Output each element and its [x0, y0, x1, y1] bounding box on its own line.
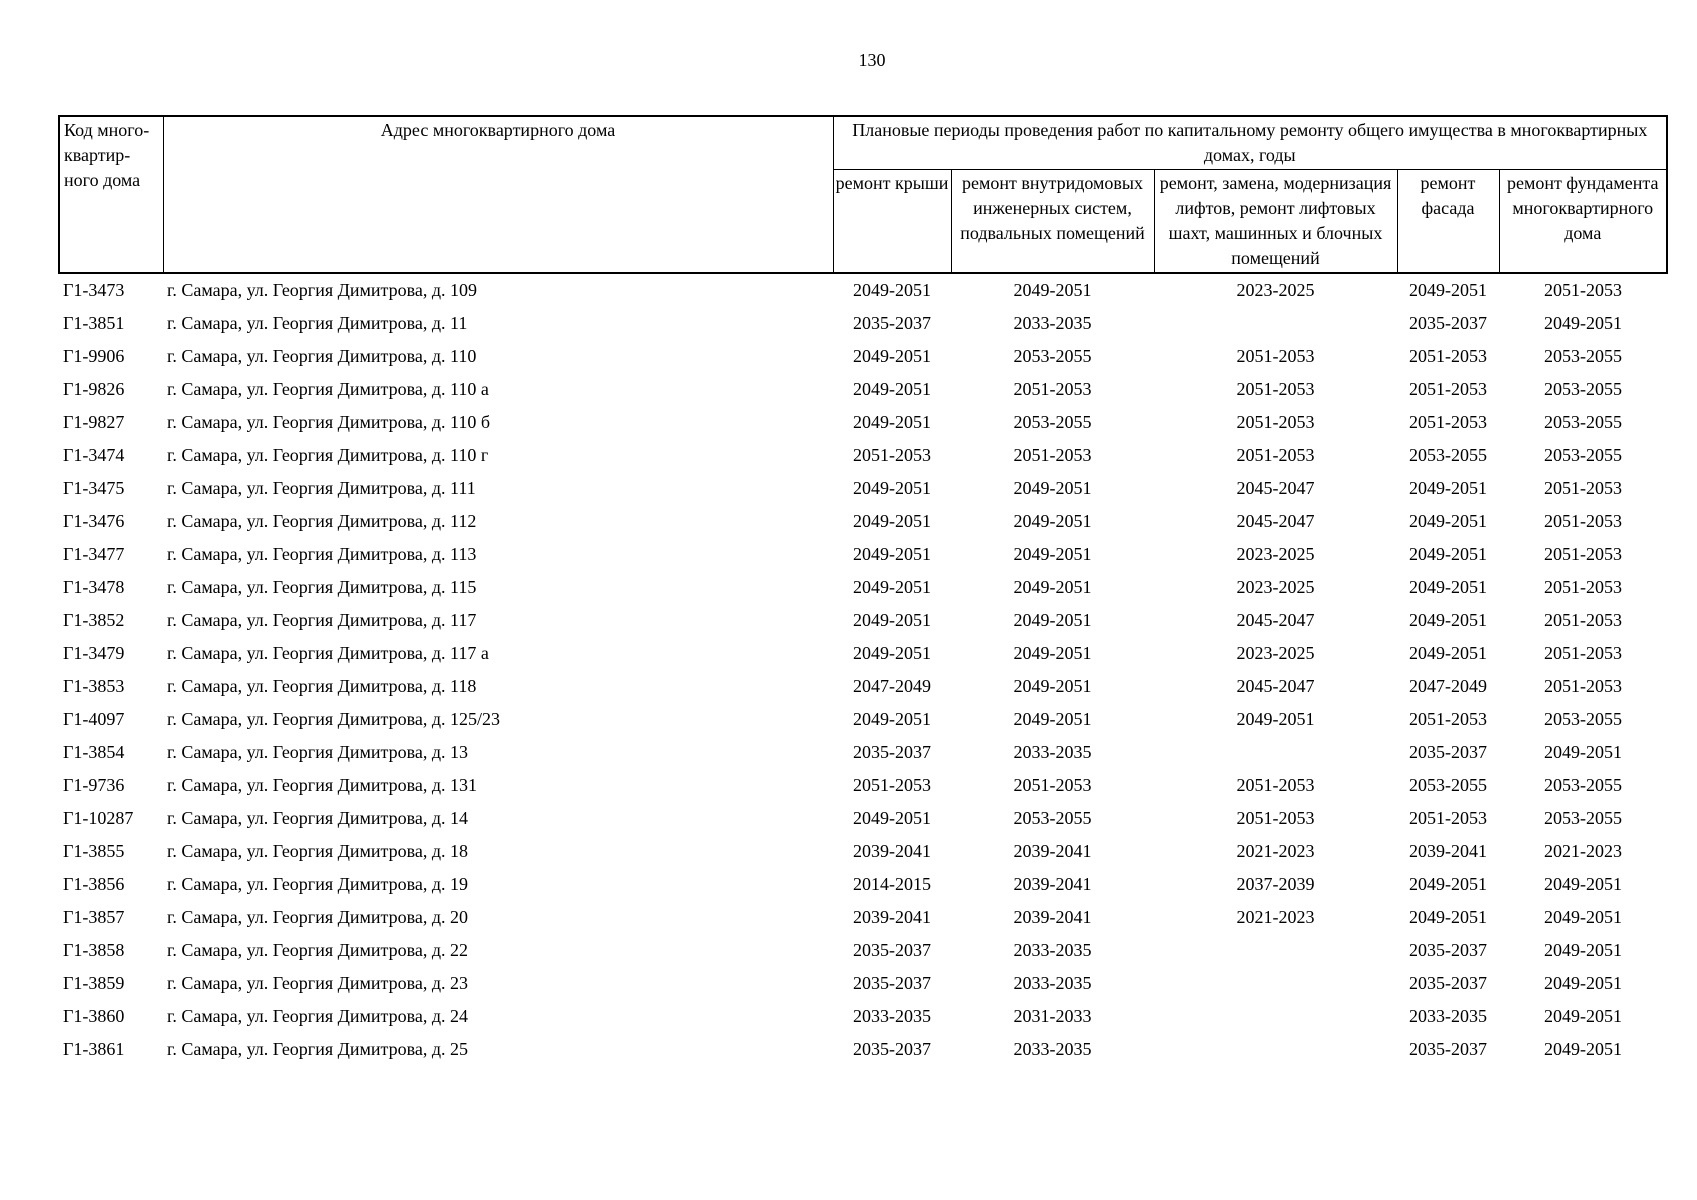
- row-foundation-period: 2021-2023: [1544, 841, 1623, 861]
- row-code: Г1-3859: [63, 973, 125, 993]
- table-row: [59, 439, 1667, 472]
- row-address: г. Самара, ул. Георгия Димитрова, д. 18: [167, 841, 469, 861]
- table-row: [59, 1033, 1667, 1066]
- row-foundation-period: 2053-2055: [1544, 379, 1623, 399]
- header-foundation: ремонт фундамента многоквартирного дома: [1499, 170, 1667, 274]
- row-engineering-period: 2033-2035: [1013, 313, 1092, 333]
- table-row: [59, 1000, 1667, 1033]
- row-address: г. Самара, ул. Георгия Димитрова, д. 22: [167, 940, 469, 960]
- row-code: Г1-3477: [63, 544, 125, 564]
- row-code: Г1-9736: [63, 775, 125, 795]
- row-facade-period: 2035-2037: [1409, 973, 1487, 993]
- row-foundation-period: 2053-2055: [1544, 412, 1623, 432]
- row-code: Г1-9906: [63, 346, 125, 366]
- row-roof-period: 2049-2051: [853, 379, 931, 399]
- row-roof-period: 2035-2037: [853, 940, 931, 960]
- row-code: Г1-3473: [63, 280, 125, 300]
- row-engineering-period: 2051-2053: [1013, 445, 1092, 465]
- row-lift-period: 2045-2047: [1236, 478, 1315, 498]
- row-lift-period: 2051-2053: [1236, 445, 1315, 465]
- row-engineering-period: 2053-2055: [1013, 346, 1092, 366]
- table-row: [59, 835, 1667, 868]
- row-facade-period: 2035-2037: [1409, 742, 1487, 762]
- header-engineering: ремонт внутридомовых инженерных систем, подвальных помещений: [951, 170, 1154, 274]
- row-foundation-period: 2049-2051: [1544, 907, 1623, 927]
- row-address: г. Самара, ул. Георгия Димитрова, д. 115: [167, 577, 477, 597]
- row-engineering-period: 2039-2041: [1013, 841, 1092, 861]
- table-row: [59, 901, 1667, 934]
- row-facade-period: 2033-2035: [1409, 1006, 1487, 1026]
- row-roof-period: 2049-2051: [853, 412, 931, 432]
- row-lift-period: 2049-2051: [1236, 709, 1315, 729]
- row-code: Г1-3479: [63, 643, 125, 663]
- table-row: [59, 637, 1667, 670]
- row-address: г. Самара, ул. Георгия Димитрова, д. 25: [167, 1039, 469, 1059]
- row-engineering-period: 2031-2033: [1013, 1006, 1092, 1026]
- row-address: г. Самара, ул. Георгия Димитрова, д. 125/23: [167, 709, 501, 729]
- row-foundation-period: 2049-2051: [1544, 1039, 1623, 1059]
- row-code: Г1-9827: [63, 412, 125, 432]
- row-address: г. Самара, ул. Георгия Димитрова, д. 20: [167, 907, 469, 927]
- row-address: г. Самара, ул. Георгия Димитрова, д. 24: [167, 1006, 469, 1026]
- row-lift-period: 2051-2053: [1236, 346, 1315, 366]
- row-lift-period: [1154, 736, 1397, 769]
- row-engineering-period: 2049-2051: [1013, 544, 1092, 564]
- row-address: г. Самара, ул. Георгия Димитрова, д. 110 а: [167, 379, 489, 399]
- row-engineering-period: 2049-2051: [1013, 511, 1092, 531]
- row-roof-period: 2039-2041: [853, 841, 931, 861]
- table-row: [59, 307, 1667, 340]
- table-row: [59, 736, 1667, 769]
- row-foundation-period: 2053-2055: [1544, 709, 1623, 729]
- row-lift-period: 2021-2023: [1236, 841, 1315, 861]
- row-code: Г1-3475: [63, 478, 125, 498]
- table-row: [59, 571, 1667, 604]
- page-number: 130: [858, 50, 886, 70]
- table-row: [59, 934, 1667, 967]
- row-address: г. Самара, ул. Георгия Димитрова, д. 11: [167, 313, 468, 333]
- row-foundation-period: 2051-2053: [1544, 676, 1623, 696]
- row-lift-period: 2023-2025: [1236, 280, 1315, 300]
- row-lift-period: [1154, 934, 1397, 967]
- row-engineering-period: 2049-2051: [1013, 676, 1092, 696]
- row-foundation-period: 2051-2053: [1544, 544, 1623, 564]
- row-address: г. Самара, ул. Георгия Димитрова, д. 117 а: [167, 643, 489, 663]
- row-lift-period: [1154, 1000, 1397, 1033]
- row-facade-period: 2049-2051: [1409, 874, 1487, 894]
- row-foundation-period: 2051-2053: [1544, 577, 1623, 597]
- row-engineering-period: 2049-2051: [1013, 709, 1092, 729]
- row-foundation-period: 2049-2051: [1544, 742, 1623, 762]
- row-facade-period: 2053-2055: [1409, 445, 1487, 465]
- row-lift-period: 2023-2025: [1236, 577, 1315, 597]
- row-roof-period: 2049-2051: [853, 577, 931, 597]
- row-code: Г1-3478: [63, 577, 125, 597]
- row-code: Г1-3476: [63, 511, 125, 531]
- row-address: г. Самара, ул. Георгия Димитрова, д. 110: [167, 346, 477, 366]
- table-row: [59, 769, 1667, 802]
- row-engineering-period: 2051-2053: [1013, 379, 1092, 399]
- row-foundation-period: 2051-2053: [1544, 280, 1623, 300]
- row-roof-period: 2049-2051: [853, 808, 931, 828]
- row-facade-period: 2047-2049: [1409, 676, 1487, 696]
- row-lift-period: [1154, 307, 1397, 340]
- row-roof-period: 2035-2037: [853, 973, 931, 993]
- row-engineering-period: 2049-2051: [1013, 643, 1092, 663]
- row-code: Г1-3855: [63, 841, 125, 861]
- row-code: Г1-3856: [63, 874, 125, 894]
- row-facade-period: 2051-2053: [1409, 346, 1487, 366]
- row-address: г. Самара, ул. Георгия Димитрова, д. 112: [167, 511, 477, 531]
- row-facade-period: 2035-2037: [1409, 1039, 1487, 1059]
- row-facade-period: 2035-2037: [1409, 940, 1487, 960]
- row-code: Г1-3474: [63, 445, 125, 465]
- header-facade: ремонт фасада: [1397, 170, 1499, 274]
- row-lift-period: 2023-2025: [1236, 643, 1315, 663]
- row-facade-period: 2051-2053: [1409, 808, 1487, 828]
- row-address: г. Самара, ул. Георгия Димитрова, д. 14: [167, 808, 469, 828]
- row-engineering-period: 2039-2041: [1013, 874, 1092, 894]
- row-address: г. Самара, ул. Георгия Димитрова, д. 23: [167, 973, 469, 993]
- table-row: [59, 340, 1667, 373]
- table-header: [59, 116, 1667, 273]
- table-row: [59, 868, 1667, 901]
- row-foundation-period: 2051-2053: [1544, 610, 1623, 630]
- table-body: [59, 273, 1667, 1066]
- row-facade-period: 2049-2051: [1409, 643, 1487, 663]
- row-foundation-period: 2049-2051: [1544, 313, 1623, 333]
- row-foundation-period: 2051-2053: [1544, 643, 1623, 663]
- row-code: Г1-3853: [63, 676, 125, 696]
- row-code: Г1-3857: [63, 907, 125, 927]
- row-code: Г1-3858: [63, 940, 125, 960]
- row-roof-period: 2049-2051: [853, 544, 931, 564]
- header-lifts: ремонт, замена, модернизация лифтов, ремонт лифтовых шахт, машинных и блочных помещений: [1154, 170, 1397, 274]
- row-foundation-period: 2049-2051: [1544, 973, 1623, 993]
- row-address: г. Самара, ул. Георгия Димитрова, д. 110 г: [167, 445, 489, 465]
- row-address: г. Самара, ул. Георгия Димитрова, д. 109: [167, 280, 478, 300]
- table-row: [59, 505, 1667, 538]
- row-roof-period: 2049-2051: [853, 709, 931, 729]
- row-foundation-period: 2049-2051: [1544, 874, 1623, 894]
- row-address: г. Самара, ул. Георгия Димитрова, д. 131: [167, 775, 478, 795]
- row-engineering-period: 2053-2055: [1013, 808, 1092, 828]
- row-code: Г1-3861: [63, 1039, 125, 1059]
- row-address: г. Самара, ул. Георгия Димитрова, д. 111: [167, 478, 476, 498]
- row-facade-period: 2051-2053: [1409, 379, 1487, 399]
- row-code: Г1-3851: [63, 313, 125, 333]
- row-facade-period: 2049-2051: [1409, 478, 1487, 498]
- row-lift-period: 2051-2053: [1236, 379, 1315, 399]
- row-lift-period: 2023-2025: [1236, 544, 1315, 564]
- row-foundation-period: 2049-2051: [1544, 1006, 1623, 1026]
- row-engineering-period: 2033-2035: [1013, 742, 1092, 762]
- row-engineering-period: 2049-2051: [1013, 610, 1092, 630]
- row-lift-period: 2051-2053: [1236, 808, 1315, 828]
- row-facade-period: 2049-2051: [1409, 511, 1487, 531]
- row-code: Г1-10287: [63, 808, 134, 828]
- table-row: [59, 373, 1667, 406]
- row-code: Г1-9826: [63, 379, 125, 399]
- table-row: [59, 273, 1667, 307]
- row-roof-period: 2049-2051: [853, 346, 931, 366]
- row-facade-period: 2049-2051: [1409, 610, 1487, 630]
- header-code: Код много-квартир-ного дома: [59, 116, 163, 273]
- row-engineering-period: 2051-2053: [1013, 775, 1092, 795]
- row-engineering-period: 2053-2055: [1013, 412, 1092, 432]
- table-row: [59, 703, 1667, 736]
- row-roof-period: 2049-2051: [853, 643, 931, 663]
- row-roof-period: 2047-2049: [853, 676, 931, 696]
- row-address: г. Самара, ул. Георгия Димитрова, д. 19: [167, 874, 469, 894]
- row-lift-period: 2021-2023: [1236, 907, 1315, 927]
- row-foundation-period: 2053-2055: [1544, 346, 1623, 366]
- row-lift-period: 2045-2047: [1236, 676, 1315, 696]
- row-engineering-period: 2039-2041: [1013, 907, 1092, 927]
- row-engineering-period: 2049-2051: [1013, 478, 1092, 498]
- row-facade-period: 2039-2041: [1409, 841, 1487, 861]
- row-roof-period: 2039-2041: [853, 907, 931, 927]
- row-lift-period: [1154, 1033, 1397, 1066]
- table-row: [59, 538, 1667, 571]
- row-code: Г1-3852: [63, 610, 125, 630]
- table-row: [59, 472, 1667, 505]
- row-roof-period: 2035-2037: [853, 1039, 931, 1059]
- row-code: Г1-4097: [63, 709, 125, 729]
- row-facade-period: 2049-2051: [1409, 907, 1487, 927]
- row-foundation-period: 2051-2053: [1544, 478, 1623, 498]
- row-engineering-period: 2049-2051: [1013, 577, 1092, 597]
- row-lift-period: 2045-2047: [1236, 511, 1315, 531]
- row-facade-period: 2035-2037: [1409, 313, 1487, 333]
- row-foundation-period: 2053-2055: [1544, 445, 1623, 465]
- row-roof-period: 2049-2051: [853, 610, 931, 630]
- row-engineering-period: 2033-2035: [1013, 940, 1092, 960]
- row-roof-period: 2049-2051: [853, 280, 931, 300]
- row-roof-period: 2035-2037: [853, 313, 931, 333]
- row-facade-period: 2051-2053: [1409, 412, 1487, 432]
- row-facade-period: 2049-2051: [1409, 544, 1487, 564]
- row-facade-period: 2051-2053: [1409, 709, 1487, 729]
- row-foundation-period: 2053-2055: [1544, 775, 1623, 795]
- row-address: г. Самара, ул. Георгия Димитрова, д. 113: [167, 544, 477, 564]
- row-engineering-period: 2033-2035: [1013, 1039, 1092, 1059]
- row-roof-period: 2049-2051: [853, 478, 931, 498]
- row-address: г. Самара, ул. Георгия Димитрова, д. 110 б: [167, 412, 491, 432]
- row-facade-period: 2053-2055: [1409, 775, 1487, 795]
- table-row: [59, 802, 1667, 835]
- header-periods: [833, 116, 1667, 170]
- row-code: Г1-3854: [63, 742, 125, 762]
- row-engineering-period: 2033-2035: [1013, 973, 1092, 993]
- header-periods-label: Плановые периоды проведения работ по капитальному ремонту общего имущества в многоквартирных домах, годы: [852, 120, 1648, 165]
- row-lift-period: 2051-2053: [1236, 775, 1315, 795]
- row-address: г. Самара, ул. Георгия Димитрова, д. 117: [167, 610, 477, 630]
- row-foundation-period: 2049-2051: [1544, 940, 1623, 960]
- row-foundation-period: 2053-2055: [1544, 808, 1623, 828]
- row-engineering-period: 2049-2051: [1013, 280, 1092, 300]
- row-roof-period: 2051-2053: [853, 775, 931, 795]
- row-roof-period: 2051-2053: [853, 445, 931, 465]
- row-facade-period: 2049-2051: [1409, 280, 1487, 300]
- row-roof-period: 2014-2015: [853, 874, 931, 894]
- row-lift-period: 2037-2039: [1236, 874, 1315, 894]
- row-facade-period: 2049-2051: [1409, 577, 1487, 597]
- capital-repair-schedule-table: [58, 115, 1668, 1066]
- row-foundation-period: 2051-2053: [1544, 511, 1623, 531]
- row-roof-period: 2035-2037: [853, 742, 931, 762]
- row-lift-period: [1154, 967, 1397, 1000]
- header-address: Адрес многоквартирного дома: [163, 116, 833, 273]
- table-row: [59, 670, 1667, 703]
- row-roof-period: 2033-2035: [853, 1006, 931, 1026]
- row-lift-period: 2051-2053: [1236, 412, 1315, 432]
- table-row: [59, 406, 1667, 439]
- header-roof: ремонт крыши: [833, 170, 951, 274]
- row-roof-period: 2049-2051: [853, 511, 931, 531]
- row-address: г. Самара, ул. Георгия Димитрова, д. 118: [167, 676, 477, 696]
- row-address: г. Самара, ул. Георгия Димитрова, д. 13: [167, 742, 469, 762]
- table-row: [59, 604, 1667, 637]
- table-row: [59, 967, 1667, 1000]
- row-lift-period: 2045-2047: [1236, 610, 1315, 630]
- row-code: Г1-3860: [63, 1006, 125, 1026]
